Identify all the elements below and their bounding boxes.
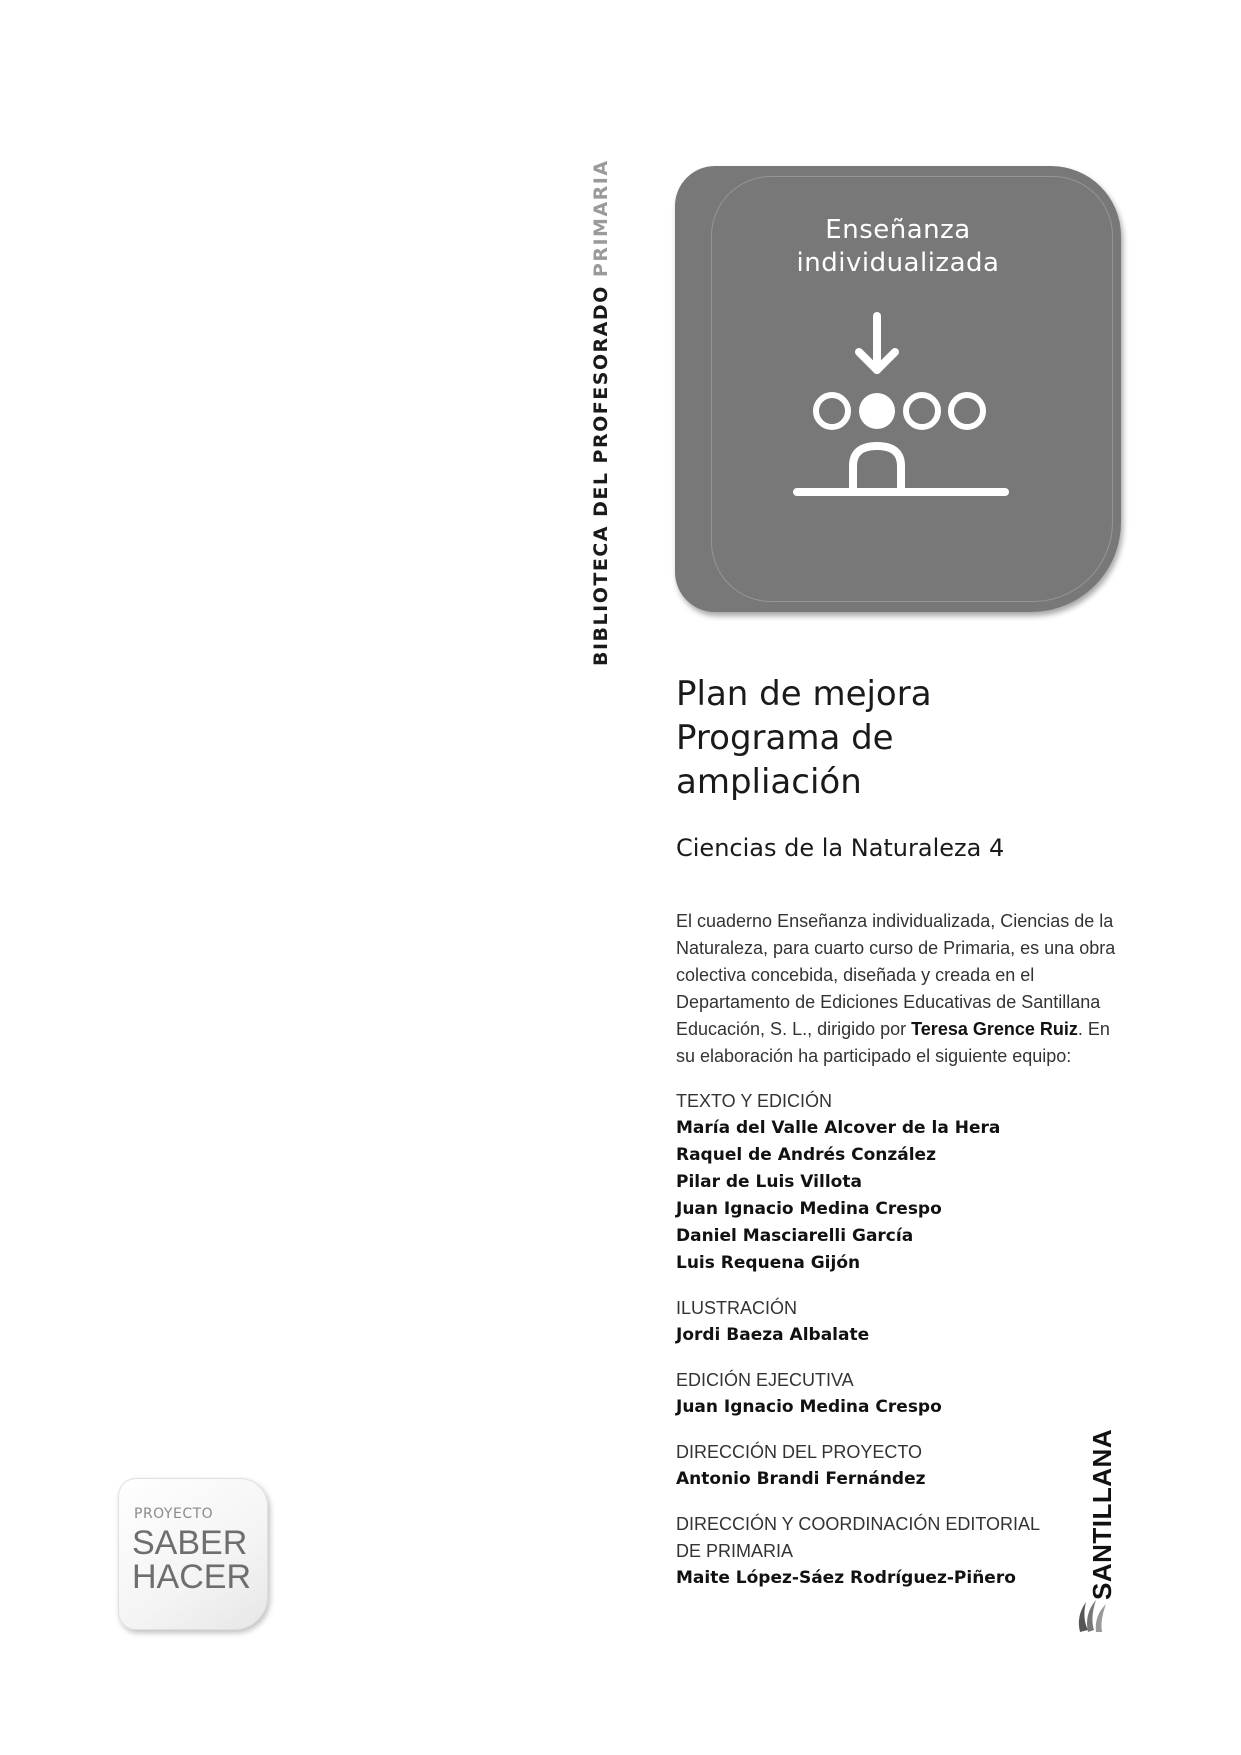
publisher-name: SANTILLANA [1087, 1428, 1117, 1600]
credit-name: Pilar de Luis Villota [676, 1172, 862, 1192]
enseñanza-badge [675, 166, 1121, 612]
badge-label-line1: Enseñanza [825, 215, 971, 245]
credit-name: Jordi Baeza Albalate [676, 1325, 870, 1345]
individual-learning-icon [675, 166, 1121, 612]
intro-paragraph [676, 908, 1116, 1070]
santillana-logo-icon [1072, 1594, 1112, 1636]
credit-name: Raquel de Andrés Conzález [676, 1145, 936, 1165]
badge-label-line2: individualizada [796, 248, 1000, 278]
credit-name: Daniel Masciarelli García [676, 1226, 914, 1246]
level-name: PRIMARIA [590, 159, 612, 278]
credits [676, 1088, 1116, 1610]
credit-name: Luis Requena Gijón [676, 1253, 861, 1273]
title-line3: ampliación [676, 762, 862, 802]
intro-text-after: . En su elaboración ha participado el siguiente equipo: [676, 1019, 1110, 1066]
project-line2: HACER [132, 1558, 252, 1596]
credit-name: Juan Ignacio Medina Crespo [676, 1397, 942, 1417]
credit-name: Maite López-Sáez Rodríguez-Piñero [676, 1568, 1016, 1588]
credit-role: TEXTO Y EDICIÓN [676, 1091, 833, 1111]
credit-group-edicion-ejecutiva [676, 1367, 1116, 1421]
title-line2: Programa de [676, 718, 894, 758]
intro-text-before: El cuaderno Enseñanza individualizada, Ciencias de la Naturaleza, para cuarto curso de Primaria, es una obra colectiva concebida, diseñada y creada en el Departamento de Ediciones Educativas de Santillana Educación, S. L., dirigido por [676, 911, 1116, 1039]
credit-role: ILUSTRACIÓN [676, 1298, 798, 1318]
credit-role: EDICIÓN EJECUTIVA [676, 1370, 854, 1390]
credit-group-ilustracion [676, 1295, 1116, 1349]
title-line1: Plan de mejora [676, 674, 932, 714]
credit-group-texto [676, 1088, 1116, 1277]
credit-group-direccion-editorial [676, 1511, 1116, 1592]
project-line1: SABER [132, 1524, 248, 1562]
credit-name: Juan Ignacio Medina Crespo [676, 1199, 942, 1219]
subtitle: Ciencias de la Naturaleza 4 [676, 834, 1005, 862]
credit-role: DE PRIMARIA [676, 1541, 794, 1561]
credit-role: DIRECCIÓN Y COORDINACIÓN EDITORIAL [676, 1514, 1041, 1534]
credit-name: Antonio Brandi Fernández [676, 1469, 926, 1489]
project-small-label: PROYECTO [134, 1506, 214, 1522]
credit-role: DIRECCIÓN DEL PROYECTO [676, 1442, 923, 1462]
page-title [676, 672, 1196, 804]
spine-title [586, 159, 616, 666]
intro-director: Teresa Grence Ruiz [911, 1019, 1078, 1039]
credit-group-direccion-proyecto [676, 1439, 1116, 1493]
series-name: BIBLIOTECA DEL PROFESORADO [590, 285, 612, 666]
credit-name: María del Valle Alcover de la Hera [676, 1118, 1001, 1138]
proyecto-saber-hacer-logo [118, 1478, 268, 1630]
